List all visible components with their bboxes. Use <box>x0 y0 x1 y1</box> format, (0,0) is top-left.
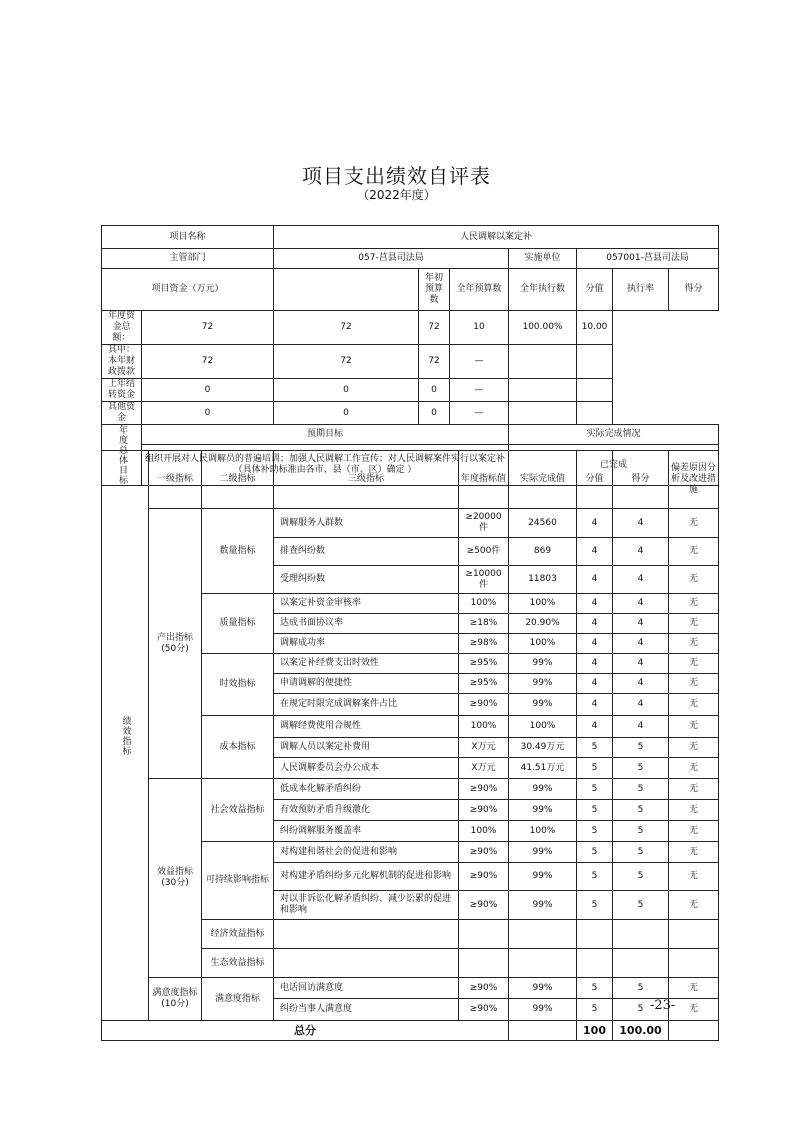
deviation-note: 无 <box>669 779 719 800</box>
indicator-row <box>102 509 719 538</box>
funds-header: 全年执行数 <box>509 269 577 311</box>
funds-row-label: 其他资金 <box>102 402 142 425</box>
score-value: 4 <box>577 654 613 674</box>
funds-cell <box>509 379 577 402</box>
info-funds-table <box>101 225 719 486</box>
score-value: 5 <box>577 779 613 800</box>
actual-value: 11803 <box>509 566 577 594</box>
level3-indicator: 纠纷调解服务覆盖率 <box>274 821 459 842</box>
level3-indicator: 申请调解的便捷性 <box>274 674 459 694</box>
deviation-note: 无 <box>669 999 719 1021</box>
empty-cell <box>459 920 509 949</box>
actual-value: 100% <box>509 594 577 614</box>
score-value: 4 <box>577 566 613 594</box>
actual-value: 24560 <box>509 509 577 538</box>
dept-label: 主管部门 <box>102 249 274 269</box>
target-value: ≥90% <box>459 842 509 863</box>
funds-row <box>102 379 719 402</box>
funds-cell: 10 <box>450 311 509 345</box>
target-value: ≥90% <box>459 999 509 1021</box>
indicators-header: 三级指标 <box>274 451 459 509</box>
deviation-note: 无 <box>669 566 719 594</box>
funds-row-label: 年度资金总额： <box>102 311 142 345</box>
deviation-note: 无 <box>669 978 719 999</box>
empty-cell <box>577 949 613 978</box>
score-value: 5 <box>577 800 613 821</box>
score-value: 4 <box>577 614 613 634</box>
level2-indicator: 质量指标 <box>202 594 274 654</box>
target-value: ≥95% <box>459 674 509 694</box>
score: 4 <box>613 674 669 694</box>
score-value: 5 <box>577 842 613 863</box>
funds-row-label: 其中：本年财政拨款 <box>102 345 142 379</box>
target-value: ≥20000件 <box>459 509 509 538</box>
score: 4 <box>613 538 669 566</box>
target-value: ≥90% <box>459 891 509 920</box>
funds-label: 项目资金（万元） <box>102 269 274 311</box>
total-label: 总分 <box>102 1021 509 1041</box>
indicator-row <box>102 779 719 800</box>
actual-value: 99% <box>509 999 577 1021</box>
target-value: ≥500件 <box>459 538 509 566</box>
score: 5 <box>613 821 669 842</box>
level3-indicator: 人民调解委员会办公成本 <box>274 758 459 779</box>
target-value: ≥18% <box>459 614 509 634</box>
deviation-note: 无 <box>669 716 719 738</box>
actual-value: 30.49万元 <box>509 738 577 758</box>
actual-value: 99% <box>509 674 577 694</box>
actual-value: 99% <box>509 891 577 920</box>
score-value: 4 <box>577 509 613 538</box>
score: 5 <box>613 863 669 891</box>
deviation-note: 无 <box>669 758 719 779</box>
unit-value: 057001-莒县司法局 <box>577 249 719 269</box>
target-value: 100% <box>459 821 509 842</box>
target-value: ≥90% <box>459 863 509 891</box>
score: 5 <box>613 758 669 779</box>
deviation-note: 无 <box>669 634 719 654</box>
deviation-note: 无 <box>669 800 719 821</box>
target-value: ≥90% <box>459 800 509 821</box>
indicators-header: 分值 <box>577 451 613 509</box>
level1-indicator: 效益指标(30分) <box>149 779 202 978</box>
funds-cell: 0 <box>419 379 450 402</box>
actual-value: 99% <box>509 842 577 863</box>
funds-header: 执行率 <box>613 269 669 311</box>
level2-indicator: 社会效益指标 <box>202 779 274 842</box>
level3-indicator: 在规定时限完成调解案件占比 <box>274 694 459 716</box>
level3-indicator: 受理纠纷数 <box>274 566 459 594</box>
level3-indicator: 以案定补经费支出时效性 <box>274 654 459 674</box>
blank-cell <box>274 269 419 311</box>
level3-indicator: 以案定补资金审核率 <box>274 594 459 614</box>
level2-indicator: 成本指标 <box>202 716 274 779</box>
indicators-header: 得分 <box>613 451 669 509</box>
score-value: 5 <box>577 863 613 891</box>
level3-indicator: 调解人员以案定补费用 <box>274 738 459 758</box>
target-value: X万元 <box>459 738 509 758</box>
funds-cell: 0 <box>274 402 419 425</box>
actual-value: 99% <box>509 654 577 674</box>
score: 4 <box>613 694 669 716</box>
indicators-header: 一级指标 <box>149 451 202 509</box>
score: 5 <box>613 738 669 758</box>
actual-value: 41.51万元 <box>509 758 577 779</box>
score: 4 <box>613 566 669 594</box>
score-value: 5 <box>577 891 613 920</box>
goal-label: 年度总体目标 <box>102 425 142 486</box>
deviation-note: 无 <box>669 538 719 566</box>
score: 4 <box>613 509 669 538</box>
funds-header: 全年预算数 <box>450 269 509 311</box>
funds-cell: 10.00 <box>577 311 613 345</box>
target-value: X万元 <box>459 758 509 779</box>
actual-value: 99% <box>509 779 577 800</box>
deviation-note: 无 <box>669 674 719 694</box>
level3-indicator: 对以非诉讼化解矛盾纠纷、减少讼累的促进和影响 <box>274 891 459 920</box>
level1-indicator: 产出指标(50分) <box>149 509 202 779</box>
deviation-note: 无 <box>669 694 719 716</box>
funds-cell: — <box>450 402 509 425</box>
level3-indicator: 排查纠纷数 <box>274 538 459 566</box>
score: 5 <box>613 978 669 999</box>
score: 5 <box>613 800 669 821</box>
expected-goal-label: 预期目标 <box>142 425 509 445</box>
score: 4 <box>613 654 669 674</box>
score: 4 <box>613 594 669 614</box>
empty-cell <box>669 949 719 978</box>
actual-value: 99% <box>509 978 577 999</box>
funds-cell <box>577 379 613 402</box>
page-title: 项目支出绩效自评表 <box>302 164 491 188</box>
empty-cell <box>613 949 669 978</box>
funds-cell: 72 <box>274 311 419 345</box>
level2-indicator: 可持续影响指标 <box>202 842 274 920</box>
deviation-note: 无 <box>669 891 719 920</box>
empty-cell <box>509 1021 577 1041</box>
funds-cell: — <box>450 345 509 379</box>
empty-cell <box>459 949 509 978</box>
funds-cell <box>577 345 613 379</box>
score: 5 <box>613 779 669 800</box>
level2-indicator: 满意度指标 <box>202 978 274 1021</box>
score-value: 5 <box>577 738 613 758</box>
empty-cell <box>577 920 613 949</box>
indicators-label: 绩效指标 <box>102 451 149 1021</box>
level3-indicator: 调解服务人群数 <box>274 509 459 538</box>
funds-cell: 0 <box>419 402 450 425</box>
level3-indicator: 纠纷当事人满意度 <box>274 999 459 1021</box>
actual-value: 99% <box>509 694 577 716</box>
funds-cell: 72 <box>142 345 274 379</box>
target-value: ≥90% <box>459 779 509 800</box>
target-value: ≥95% <box>459 654 509 674</box>
actual-value: 100% <box>509 821 577 842</box>
level3-indicator: 调解成功率 <box>274 634 459 654</box>
total-score: 100.00 <box>613 1021 669 1041</box>
level3-indicator: 电话回访满意度 <box>274 978 459 999</box>
indicator-row <box>102 978 719 999</box>
score-value: 4 <box>577 538 613 566</box>
level2-indicator: 经济效益指标 <box>202 920 274 949</box>
score-value: 4 <box>577 716 613 738</box>
deviation-note: 无 <box>669 842 719 863</box>
indicators-header: 二级指标 <box>202 451 274 509</box>
funds-row <box>102 311 719 345</box>
funds-row <box>102 402 719 425</box>
funds-cell: 72 <box>419 311 450 345</box>
project-name-value: 人民调解以案定补 <box>274 226 719 249</box>
indicators-header: 偏差原因分析及改进措施 <box>669 451 719 509</box>
funds-header: 年初预算数 <box>419 269 450 311</box>
score-value: 4 <box>577 594 613 614</box>
funds-cell: 0 <box>274 379 419 402</box>
indicators-header: 年度指标值 <box>459 451 509 509</box>
unit-label: 实施单位 <box>509 249 577 269</box>
funds-header: 分值 <box>577 269 613 311</box>
total-score-value: 100 <box>577 1021 613 1041</box>
funds-cell: 100.00% <box>509 311 577 345</box>
score: 4 <box>613 716 669 738</box>
funds-cell: 0 <box>142 402 274 425</box>
score: 5 <box>613 999 669 1021</box>
actual-value: 869 <box>509 538 577 566</box>
empty-cell <box>613 920 669 949</box>
level3-indicator: 低成本化解矛盾纠纷 <box>274 779 459 800</box>
level2-indicator: 生态效益指标 <box>202 949 274 978</box>
funds-cell <box>577 402 613 425</box>
funds-row <box>102 345 719 379</box>
indicators-table <box>101 450 719 1041</box>
level3-indicator: 有效预防矛盾升级激化 <box>274 800 459 821</box>
page-number: -23- <box>650 998 676 1013</box>
score-value: 4 <box>577 634 613 654</box>
level3-indicator: 调解经费使用合规性 <box>274 716 459 738</box>
project-name-label: 项目名称 <box>102 226 274 249</box>
empty-cell <box>669 920 719 949</box>
page-subtitle: （2022年度） <box>357 188 436 202</box>
empty-cell <box>669 1021 719 1041</box>
score-value: 4 <box>577 674 613 694</box>
actual-value: 100% <box>509 716 577 738</box>
score-value: 4 <box>577 694 613 716</box>
deviation-note: 无 <box>669 821 719 842</box>
target-value: ≥98% <box>459 634 509 654</box>
score-value: 5 <box>577 758 613 779</box>
indicators-header: 实际完成值 <box>509 451 577 509</box>
empty-cell <box>509 949 577 978</box>
actual-value: 100% <box>509 634 577 654</box>
level3-indicator: 对构建矛盾纠纷多元化解机制的促进和影响 <box>274 863 459 891</box>
actual-text: 已完成 <box>509 445 719 486</box>
deviation-note: 无 <box>669 863 719 891</box>
actual-value: 99% <box>509 863 577 891</box>
funds-row-label: 上年结转资金 <box>102 379 142 402</box>
score: 5 <box>613 842 669 863</box>
funds-header: 得分 <box>669 269 719 311</box>
score: 4 <box>613 614 669 634</box>
target-value: ≥10000件 <box>459 566 509 594</box>
level3-indicator: 达成书面协议率 <box>274 614 459 634</box>
target-value: ≥90% <box>459 978 509 999</box>
funds-cell: 72 <box>142 311 274 345</box>
empty-cell <box>274 949 459 978</box>
actual-value: 99% <box>509 800 577 821</box>
target-value: 100% <box>459 716 509 738</box>
score-value: 5 <box>577 999 613 1021</box>
empty-cell <box>274 920 459 949</box>
actual-value: 20.90% <box>509 614 577 634</box>
level2-indicator: 时效指标 <box>202 654 274 716</box>
total-row <box>102 1021 719 1041</box>
level2-indicator: 数量指标 <box>202 509 274 594</box>
funds-cell: 0 <box>142 379 274 402</box>
deviation-note: 无 <box>669 594 719 614</box>
actual-label: 实际完成情况 <box>509 425 719 445</box>
target-value: 100% <box>459 594 509 614</box>
funds-cell: 72 <box>274 345 419 379</box>
target-value: ≥90% <box>459 694 509 716</box>
deviation-note: 无 <box>669 614 719 634</box>
funds-cell: — <box>450 379 509 402</box>
funds-cell <box>509 345 577 379</box>
deviation-note: 无 <box>669 654 719 674</box>
dept-value: 057-莒县司法局 <box>274 249 509 269</box>
level3-indicator: 对构建和谐社会的促进和影响 <box>274 842 459 863</box>
score: 4 <box>613 634 669 654</box>
score: 5 <box>613 891 669 920</box>
deviation-note: 无 <box>669 738 719 758</box>
deviation-note: 无 <box>669 509 719 538</box>
funds-cell <box>509 402 577 425</box>
level1-indicator: 满意度指标(10分) <box>149 978 202 1021</box>
empty-cell <box>509 920 577 949</box>
score-value: 5 <box>577 821 613 842</box>
expected-goal-text: 组织开展对人民调解员的普遍培训；加强人民调解工作宣传；对人民调解案件实行以案定补（具体补助标准由各市、县（市、区）确定 ） <box>142 445 509 486</box>
score-value: 5 <box>577 978 613 999</box>
funds-cell: 72 <box>419 345 450 379</box>
